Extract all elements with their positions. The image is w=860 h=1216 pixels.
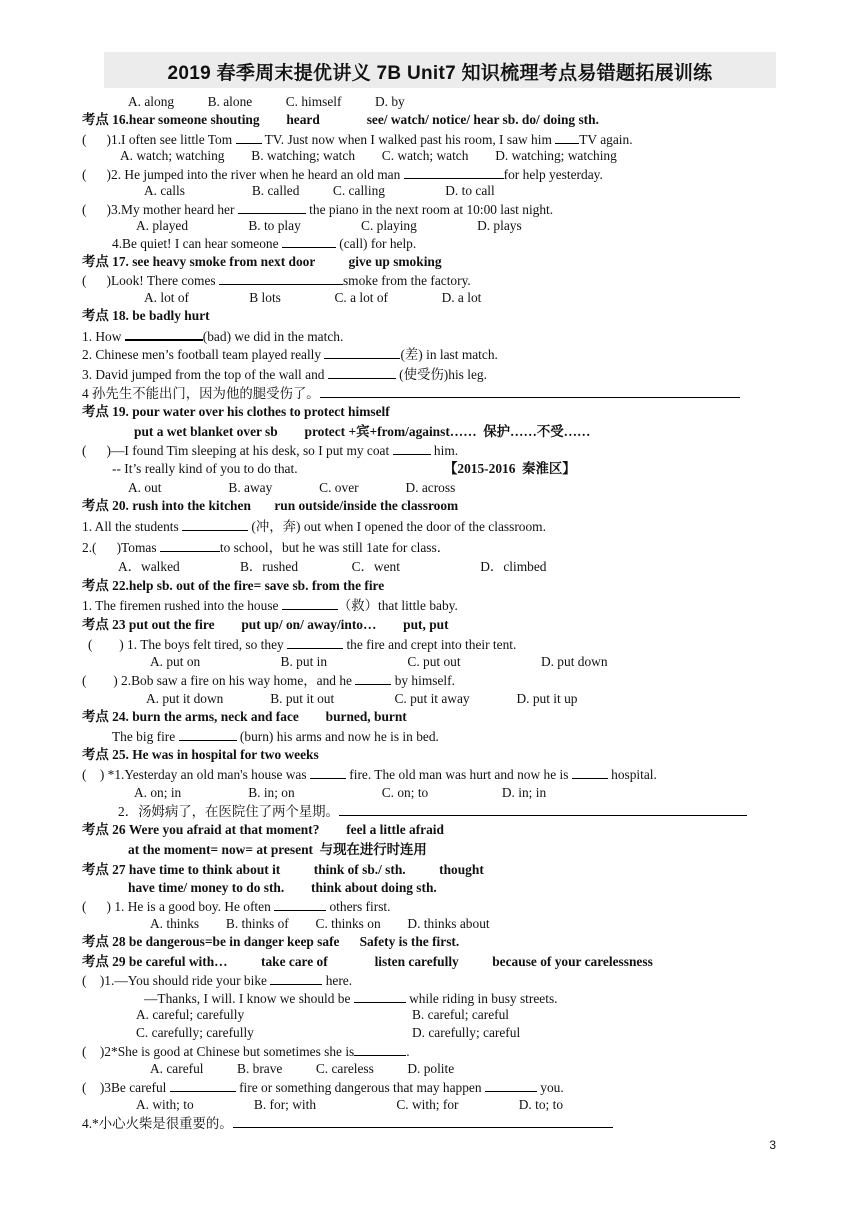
- answer-blank[interactable]: [170, 1079, 236, 1092]
- question-line: 2.( )Tomas to school，but he was still 1ate for class．: [82, 540, 451, 555]
- answer-blank[interactable]: [182, 518, 248, 531]
- option-a: A. careful; carefully: [136, 1007, 245, 1022]
- options-line: A. played B. to play C. playing D. plays: [136, 218, 522, 233]
- topic-17-heading: 考点 17. see heavy smoke from next door give up smoking: [82, 254, 442, 269]
- answer-blank[interactable]: [270, 972, 322, 985]
- topic-28-heading: 考点 28 be dangerous=be in danger keep safe Safety is the first.: [82, 934, 460, 949]
- options-line: A. calls B. called C. calling D. to call: [144, 183, 495, 198]
- topic-18-heading: 考点 18. be badly hurt: [82, 308, 210, 323]
- topic-16-heading: 考点 16.hear someone shouting heard see/ watch/ notice/ hear sb. do/ doing sth.: [82, 112, 599, 127]
- question-line: 3. David jumped from the top of the wall and (使受伤)his leg.: [82, 367, 487, 382]
- answer-blank[interactable]: [354, 1043, 406, 1056]
- question-line: ( )1.I often see little Tom TV. Just now when I walked past his room, I saw him TV again.: [82, 132, 633, 147]
- topic-20-heading: 考点 20. rush into the kitchen run outside/inside the classroom: [82, 498, 459, 513]
- question-line: The big fire (burn) his arms and now he is in bed.: [112, 729, 439, 744]
- options-line: A. thinks B. thinks of C. thinks on D. thinks about: [150, 916, 490, 931]
- options-line: A. out B. away C. over D. across: [128, 480, 456, 495]
- options-line: A. put it down B. put it out C. put it away D. put it up: [146, 691, 578, 706]
- answer-blank[interactable]: [274, 898, 326, 911]
- answer-blank[interactable]: [236, 131, 262, 144]
- topic-23-heading: 考点 23 put out the fire put up/ on/ away/into… put, put: [82, 617, 449, 632]
- topic-27-subheading: have time/ money to do sth. think about doing sth.: [128, 880, 437, 895]
- answer-line[interactable]: [320, 385, 740, 398]
- answer-blank[interactable]: [238, 201, 306, 214]
- dialog-line: —Thanks, I will. I know we should be while riding in busy streets.: [144, 991, 558, 1006]
- question-line: ( )2. He jumped into the river when he heard an old man for help yesterday.: [82, 167, 603, 182]
- question-line: 4.Be quiet! I can hear someone (call) for help.: [112, 236, 417, 251]
- translation-line: 2．汤姆病了，在医院住了两个星期。: [118, 803, 747, 820]
- topic-22-heading: 考点 22.help sb. out of the fire= save sb. from the fire: [82, 578, 385, 593]
- question-line: ( )1.—You should ride your bike here.: [82, 973, 353, 988]
- question-line: ( ) 2.Bob saw a fire on his way home，and he by himself.: [82, 673, 455, 688]
- topic-25-heading: 考点 25. He was in hospital for two weeks: [82, 747, 319, 762]
- answer-blank[interactable]: [485, 1079, 537, 1092]
- topic-26-subheading: at the moment= now= at present 与现在进行时连用: [128, 842, 427, 857]
- page-title: 2019 春季周末提优讲义 7B Unit7 知识梳理考点易错题拓展训练: [167, 63, 713, 84]
- answer-blank[interactable]: [282, 597, 338, 610]
- options-line: A. with; to B. for; with C. with; for D. to; to: [136, 1097, 564, 1112]
- answer-blank[interactable]: [219, 272, 343, 285]
- options-line: A. put on B. put in C. put out D. put down: [150, 654, 608, 669]
- question-line: ( )3.My mother heard her the piano in the next room at 10:00 last night.: [82, 202, 554, 217]
- answer-blank[interactable]: [125, 327, 203, 341]
- answer-line[interactable]: [233, 1115, 613, 1128]
- question-line: ( )Look! There comes smoke from the factory.: [82, 273, 471, 288]
- question-line: ( )—I found Tim sleeping at his desk, so I put my coat him.: [82, 443, 459, 458]
- answer-blank[interactable]: [354, 990, 406, 1003]
- option-d: D. carefully; careful: [412, 1025, 521, 1040]
- answer-blank[interactable]: [393, 442, 431, 455]
- options-line: A. watch; watching B. watching; watch C. watch; watch D. watching; watching: [120, 148, 617, 163]
- question-line: 1. All the students (冲，奔) out when I opened the door of the classroom.: [82, 519, 546, 534]
- topic-26-heading: 考点 26 Were you afraid at that moment? feel a little afraid: [82, 822, 444, 837]
- answer-blank[interactable]: [355, 672, 391, 685]
- answer-blank[interactable]: [572, 766, 608, 779]
- question-line: 1. How (bad) we did in the match.: [82, 329, 344, 344]
- question-line: ( ) *1.Yesterday an old man's house was fire. The old man was hurt and now he is hospital.: [82, 767, 657, 782]
- answer-blank[interactable]: [282, 235, 336, 248]
- question-line: 1. The firemen rushed into the house （救）that little baby.: [82, 598, 458, 613]
- answer-blank[interactable]: [555, 131, 579, 144]
- question-line: ( )3Be careful fire or something dangerous that may happen you.: [82, 1080, 564, 1095]
- option-b: B. careful; careful: [412, 1007, 510, 1022]
- source-tag: 【2015-2016 秦淮区】: [444, 461, 576, 476]
- translation-line: 4.*小心火柴是很重要的。: [82, 1115, 613, 1132]
- translation-line: 4 孙先生不能出门，因为他的腿受伤了。: [82, 385, 740, 402]
- option-c: C. carefully; carefully: [136, 1025, 254, 1040]
- answer-line[interactable]: [339, 803, 747, 816]
- options-line: A. along B. alone C. himself D. by: [128, 94, 405, 109]
- question-line: ( ) 1. The boys felt tired, so they the fire and crept into their tent.: [88, 637, 517, 652]
- topic-24-heading: 考点 24. burn the arms, neck and face burned, burnt: [82, 709, 407, 724]
- header-banner: [104, 52, 776, 88]
- question-line: ( )2*She is good at Chinese but sometimes she is .: [82, 1044, 410, 1059]
- page-number: 3: [769, 1138, 776, 1152]
- answer-blank[interactable]: [310, 766, 346, 779]
- answer-blank[interactable]: [324, 346, 400, 359]
- topic-29-heading: 考点 29 be careful with… take care of listen carefully because of your carelessness: [82, 954, 653, 969]
- answer-blank[interactable]: [287, 636, 343, 649]
- answer-blank[interactable]: [160, 539, 220, 552]
- question-line: 2. Chinese men’s football team played really (差) in last match.: [82, 347, 498, 362]
- options-line: A. lot of B lots C. a lot of D. a lot: [144, 290, 482, 305]
- topic-19-subheading: put a wet blanket over sb protect +宾+from/against…… 保护……不受……: [134, 424, 591, 439]
- topic-27-heading: 考点 27 have time to think about it think of sb./ sth. thought: [82, 862, 484, 877]
- options-line: A．walked B．rushed C．went D．climbed: [118, 559, 547, 574]
- answer-blank[interactable]: [328, 366, 396, 379]
- topic-19-heading: 考点 19. pour water over his clothes to protect himself: [82, 404, 390, 419]
- options-line: A. careful B. brave C. careless D. polite: [150, 1061, 455, 1076]
- question-line: ( ) 1. He is a good boy. He often others first.: [82, 899, 391, 914]
- answer-blank[interactable]: [404, 166, 504, 179]
- options-line: A. on; in B. in; on C. on; to D. in; in: [134, 785, 547, 800]
- answer-blank[interactable]: [179, 728, 237, 741]
- dialog-line: -- It’s really kind of you to do that.: [112, 461, 298, 476]
